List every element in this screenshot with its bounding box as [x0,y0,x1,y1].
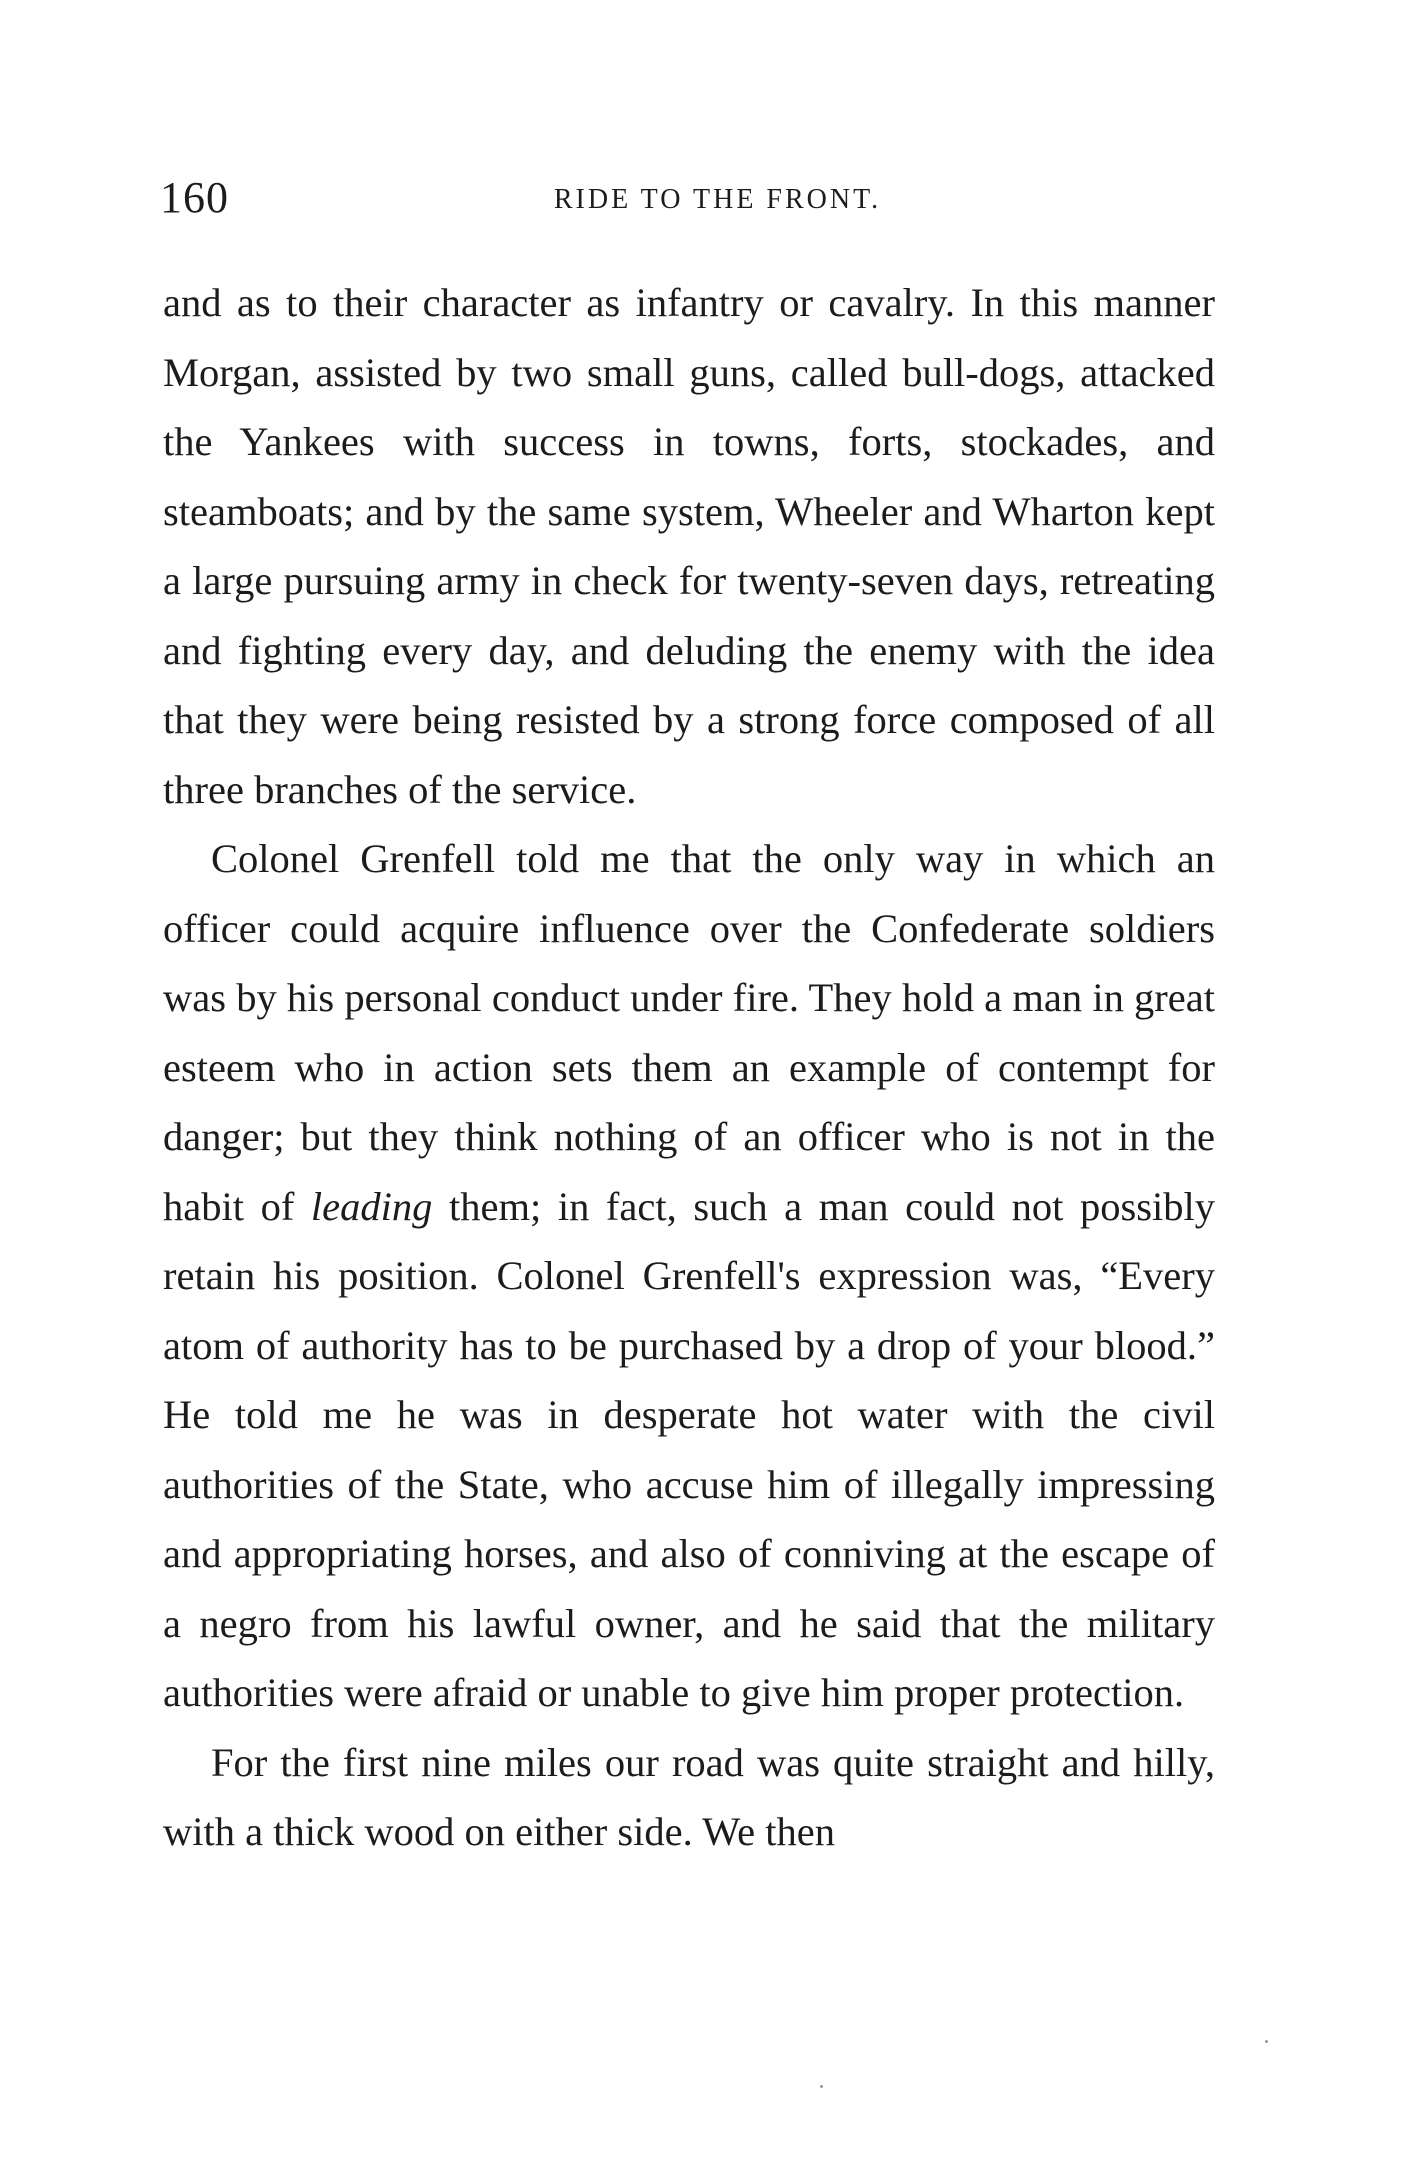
paper-speck [820,2085,823,2088]
paragraph-2-text-before: Colonel Grenfell told me that the only way in which an officer could acquire influence over the Confederate soldiers was by his personal conduct under fire. They hold a man in great esteem who in action sets them an example of contempt for danger; but they think nothing of an officer who is not in the habit of [163,836,1215,1229]
running-head: RIDE TO THE FRONT. [553,184,882,215]
paragraph-1-text: and as to their character as infantry or cavalry. In this manner Morgan, assisted by two small guns, called bull-dogs, attacked the Yankees with success in towns, forts, stockades, and steamboats; and by the same system, Wheeler and Wharton kept a large pursuing army in check for twenty-seven days, retreating and fighting every day, and deluding the enemy with the idea that they were being resisted by a strong force composed of all three branches of the service. [163,280,1215,812]
paragraph-2-italic-word: leading [310,1183,433,1229]
paragraph-2-text-after: them; in fact, such a man could not possibly retain his position. Colonel Grenfell's expression was, “Every atom of authority has to be purchased by a drop of your blood.” He told me he was in desperate hot water with the civil authorities of the State, who accuse him of illegally impressing and appropriating horses, and also of conniving at the escape of a negro from his lawful owner, and he said that the military authorities were afraid or unable to give him proper protection. [163,1183,1216,1715]
page-header [160,168,1215,228]
page-number: 160 [160,173,229,222]
paragraph-grenfell [163,824,1215,1728]
paper-speck [1265,2040,1268,2043]
paragraph-3-text: For the first nine miles our road was quite straight and hilly, with a thick wood on either side. We then [163,1739,1215,1854]
paragraph-continuation [163,268,1215,824]
paragraph-road [163,1728,1215,1867]
body-text [163,268,1215,1867]
